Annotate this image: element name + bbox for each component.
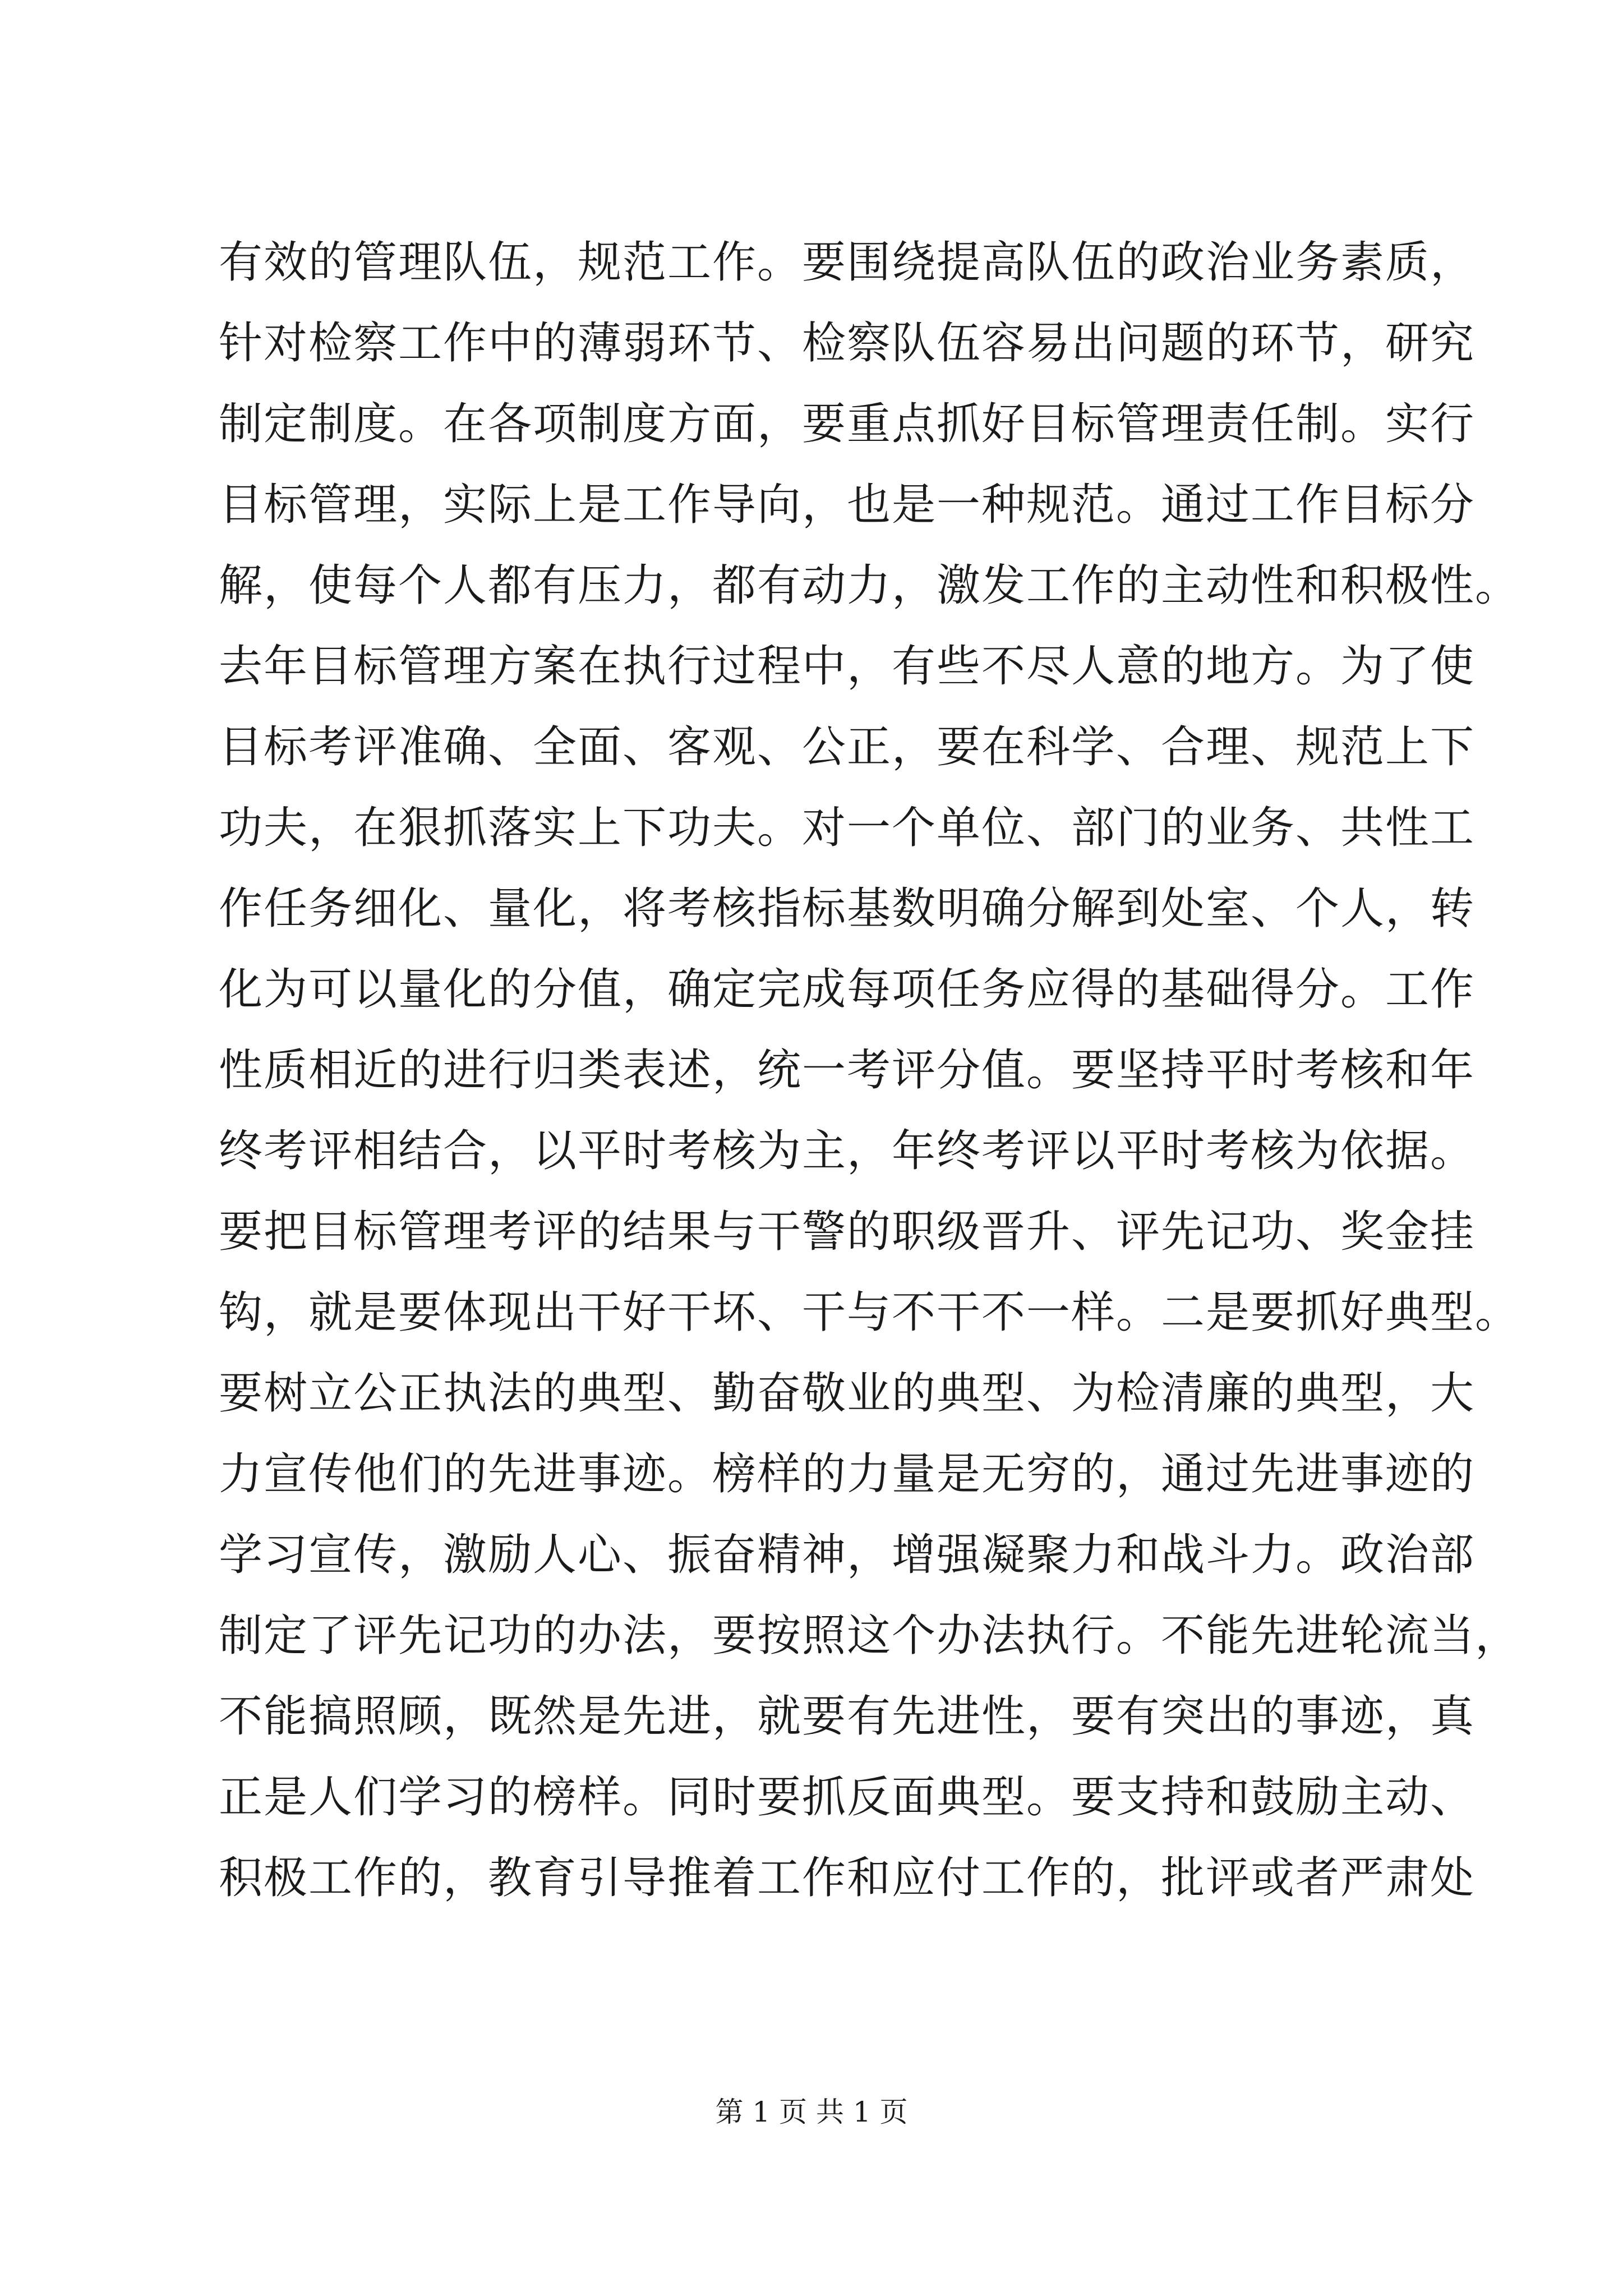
- text-line: 解，使每个人都有压力，都有动力，激发工作的主动性和积极性。: [219, 560, 1520, 611]
- text-line: 终考评相结合，以平时考核为主，年终考评以平时考核为依据。: [219, 1126, 1476, 1176]
- text-line: 要把目标管理考评的结果与干警的职级晋升、评先记功、奖金挂: [219, 1207, 1476, 1257]
- text-line: 积极工作的，教育引导推着工作和应付工作的，批评或者严肃处: [219, 1853, 1476, 1903]
- body-text: [219, 222, 1520, 1918]
- text-line: 目标考评准确、全面、客观、公正，要在科学、合理、规范上下: [219, 722, 1476, 772]
- text-line: 针对检察工作中的薄弱环节、检察队伍容易出问题的环节，研究: [219, 318, 1476, 369]
- text-line: 正是人们学习的榜样。同时要抓反面典型。要支持和鼓励主动、: [219, 1772, 1476, 1823]
- text-line: 学习宣传，激励人心、振奋精神，增强凝聚力和战斗力。政治部: [219, 1530, 1476, 1580]
- text-line: 要树立公正执法的典型、勤奋敬业的典型、为检清廉的典型，大: [219, 1368, 1476, 1419]
- text-line: 制定制度。在各项制度方面，要重点抓好目标管理责任制。实行: [219, 399, 1476, 449]
- text-line: 钩，就是要体现出干好干坏、干与不干不一样。二是要抓好典型。: [219, 1287, 1520, 1338]
- text-line: 功夫，在狠抓落实上下功夫。对一个单位、部门的业务、共性工: [219, 803, 1476, 853]
- text-line: 力宣传他们的先进事迹。榜样的力量是无穷的，通过先进事迹的: [219, 1449, 1476, 1499]
- text-line: 去年目标管理方案在执行过程中，有些不尽人意的地方。为了使: [219, 641, 1476, 692]
- text-line: 不能搞照顾，既然是先进，就要有先进性，要有突出的事迹，真: [219, 1691, 1476, 1742]
- text-line: 性质相近的进行归类表述，统一考评分值。要坚持平时考核和年: [219, 1045, 1476, 1096]
- page-number-footer: 第 1 页 共 1 页: [715, 2096, 908, 2128]
- text-line: 制定了评先记功的办法，要按照这个办法执行。不能先进轮流当，: [219, 1611, 1520, 1661]
- text-line: 作任务细化、量化，将考核指标基数明确分解到处室、个人，转: [219, 884, 1476, 934]
- text-line: 目标管理，实际上是工作导向，也是一种规范。通过工作目标分: [219, 480, 1476, 530]
- text-line: 化为可以量化的分值，确定完成每项任务应得的基础得分。工作: [219, 964, 1476, 1015]
- text-line: 有效的管理队伍，规范工作。要围绕提高队伍的政治业务素质，: [219, 237, 1476, 288]
